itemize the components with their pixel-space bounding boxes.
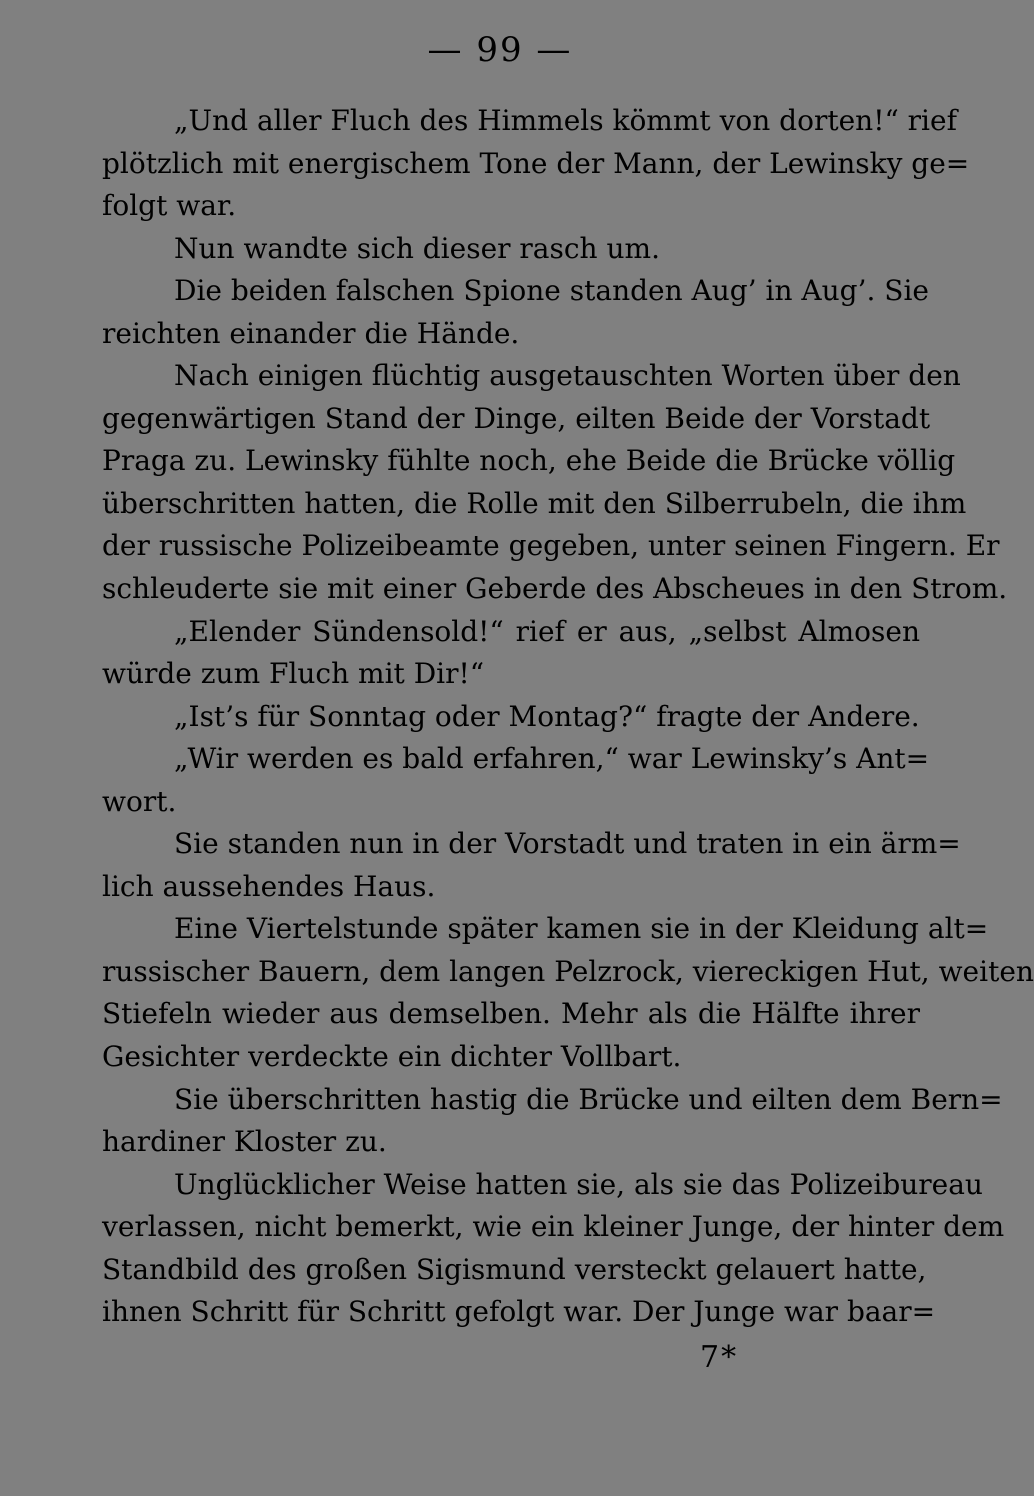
text-line: Nach einigen flüchtig ausgetauschten Worten über den <box>174 359 961 393</box>
text-line: „Und aller Fluch des Himmels kömmt von dorten!“ rief <box>174 104 957 137</box>
page-number: — 99 — <box>427 30 573 70</box>
text-line: Die beiden falschen Spione standen Aug’ in Aug’. Sie <box>174 274 930 308</box>
text-line: der russische Polizeibeamte gegeben, unter seinen Fingern. Er <box>102 529 1000 563</box>
text-line: würde zum Fluch mit Dir!“ <box>102 657 485 691</box>
text-line: wort. <box>102 784 177 818</box>
text-line: Stiefeln wieder aus demselben. Mehr als die Hälfte ihrer <box>102 997 920 1031</box>
text-line: Unglücklicher Weise hatten sie, als sie das Polizeibureau <box>174 1167 983 1201</box>
body-text <box>102 100 1034 1334</box>
text-line: schleuderte sie mit einer Geberde des Abscheues in den Strom. <box>102 572 1008 606</box>
text-line: folgt war. <box>102 189 237 223</box>
text-line: gegenwärtigen Stand der Dinge, eilten Beide der Vorstadt <box>102 401 931 435</box>
text-line: Eine Viertelstunde später kamen sie in der Kleidung alt= <box>174 912 989 946</box>
text-line: Nun wandte sich dieser rasch um. <box>174 231 660 265</box>
text-line: Sie überschritten hastig die Brücke und eilten dem Bern= <box>174 1082 1003 1116</box>
text-line: überschritten hatten, die Rolle mit den Silberrubeln, die ihm <box>102 486 967 520</box>
text-line: „Wir werden es bald erfahren,“ war Lewinsky’s Ant= <box>174 742 930 776</box>
text-line: Gesichter verdeckte ein dichter Vollbart. <box>102 1040 682 1074</box>
text-line: Praga zu. Lewinsky fühlte noch, ehe Beide die Brücke völlig <box>102 444 956 478</box>
text-line: Sie standen nun in der Vorstadt und traten in ein ärm= <box>174 827 961 861</box>
text-line: „Elender Sündensold!“ rief er aus, „selbst Almosen <box>174 614 920 648</box>
text-line: plötzlich mit energischem Tone der Mann, der Lewinsky ge= <box>102 146 970 180</box>
signature-mark: 7* <box>700 1340 739 1375</box>
text-line: hardiner Kloster zu. <box>102 1125 387 1159</box>
text-line: verlassen, nicht bemerkt, wie ein kleiner Junge, der hinter dem <box>102 1210 1005 1244</box>
text-line: russischer Bauern, dem langen Pelzrock, viereckigen Hut, weiten <box>102 954 1034 988</box>
text-line: ihnen Schritt für Schritt gefolgt war. Der Junge war baar= <box>102 1295 936 1329</box>
text-line: lich aussehendes Haus. <box>102 869 436 903</box>
text-line: reichten einander die Hände. <box>102 316 520 350</box>
text-line: Standbild des großen Sigismund versteckt gelauert hatte, <box>102 1252 927 1286</box>
text-line: „Ist’s für Sonntag oder Montag?“ fragte der Andere. <box>174 699 920 733</box>
